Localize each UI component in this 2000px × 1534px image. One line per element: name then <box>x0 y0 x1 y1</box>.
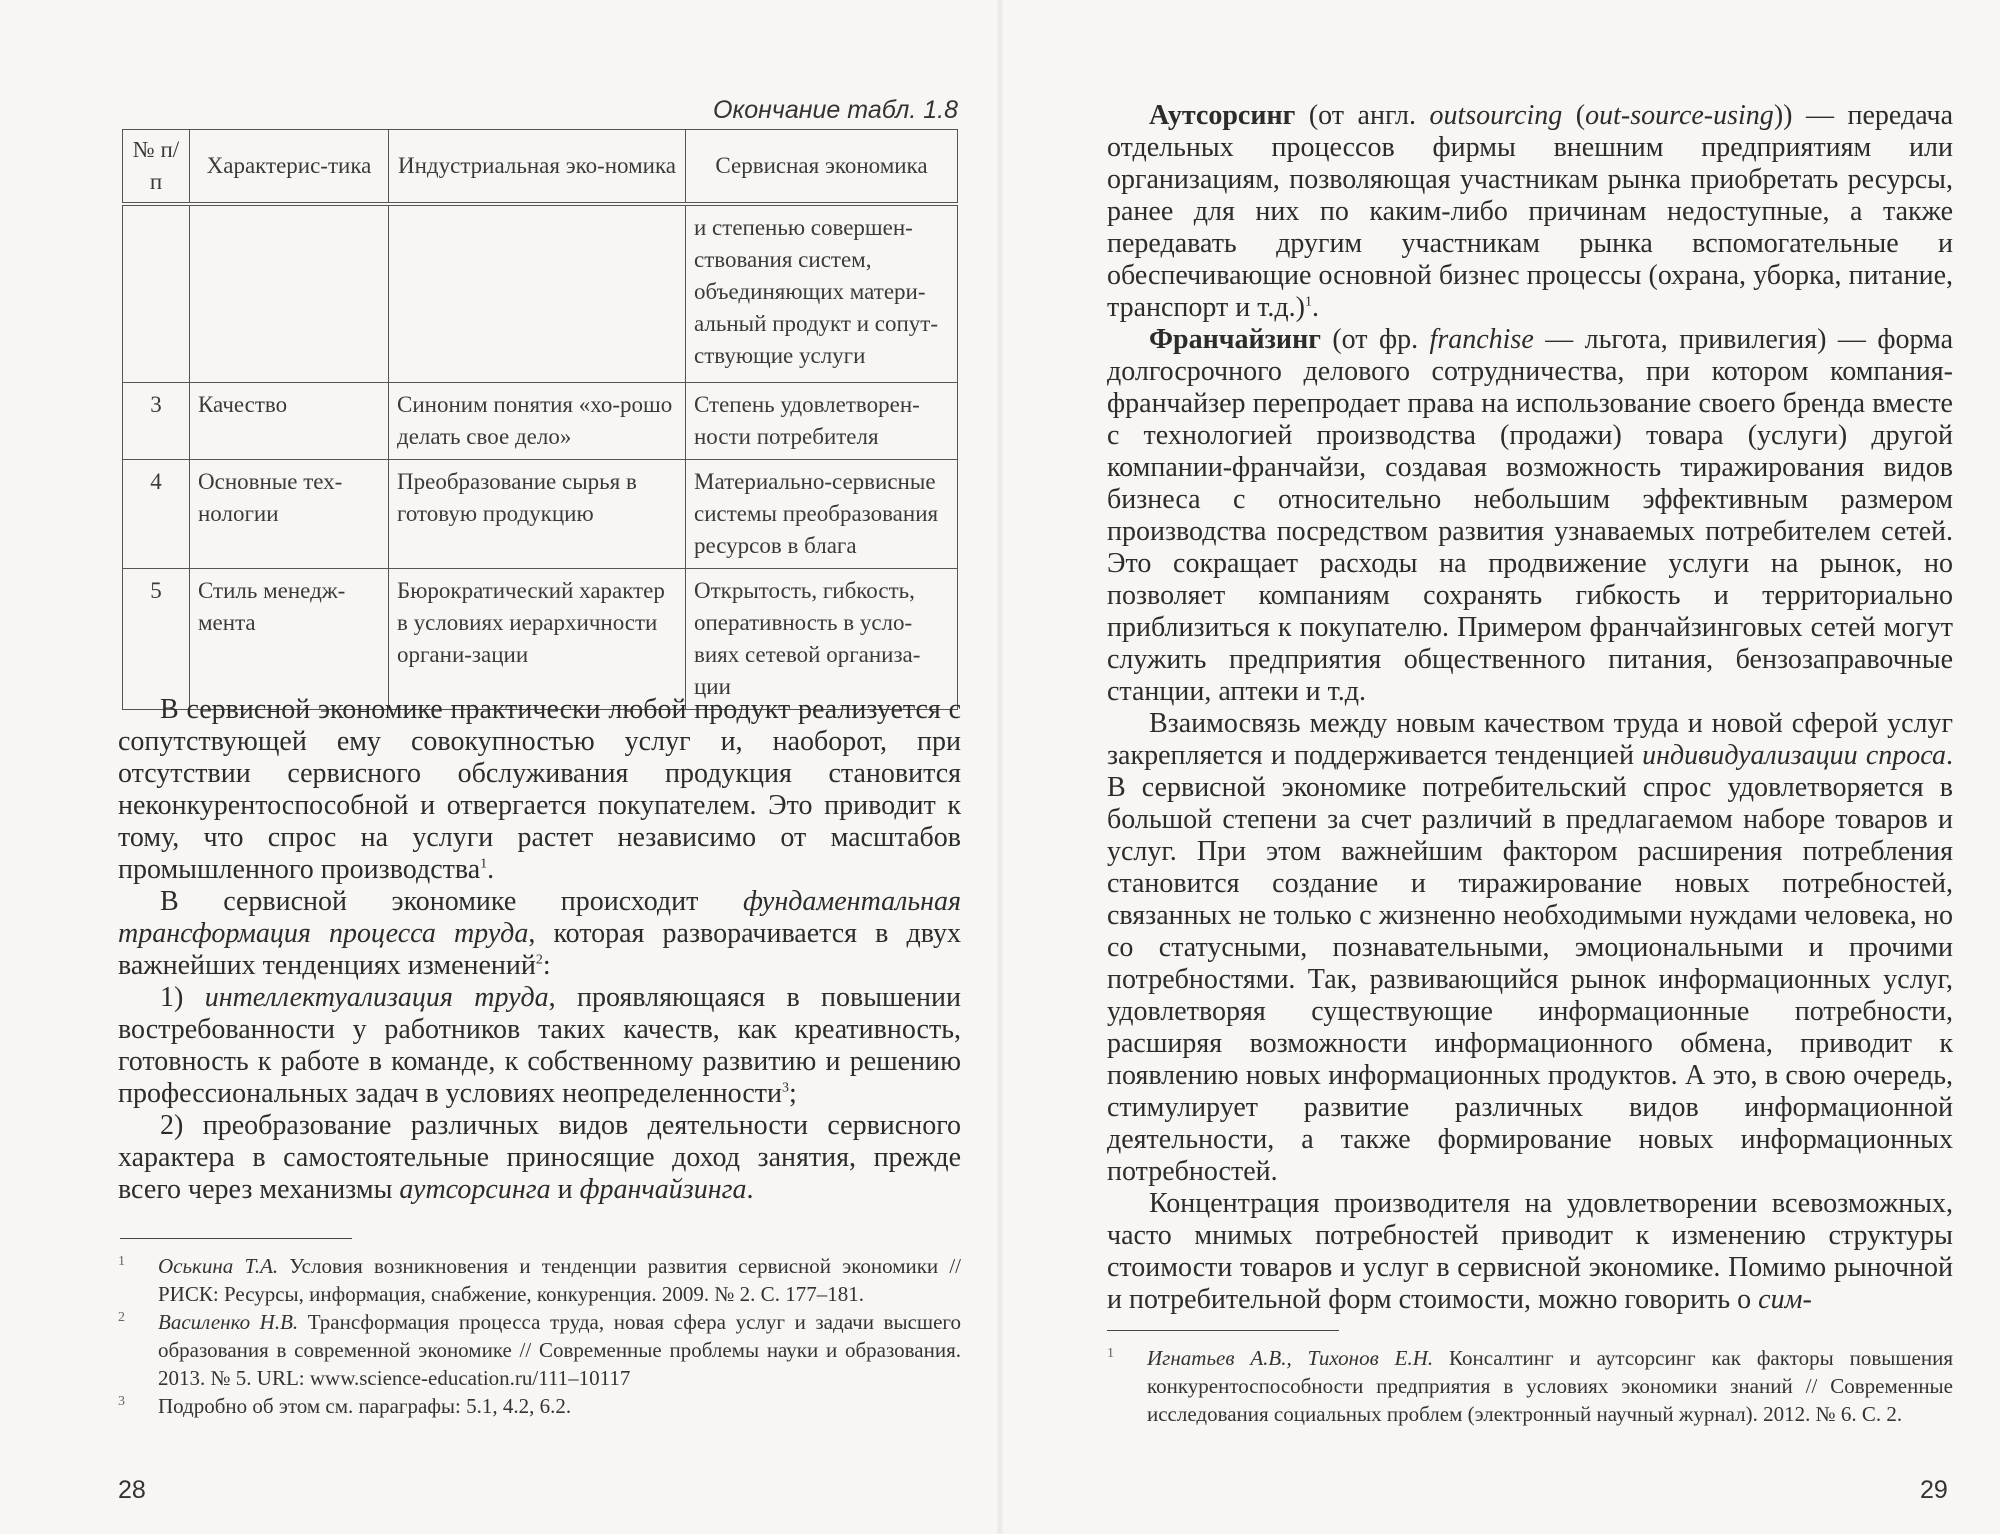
footnote-ref: 1 <box>1304 294 1312 310</box>
footnote <box>118 1392 961 1420</box>
right-body-text <box>1107 100 1953 1316</box>
left-footnotes <box>118 1252 961 1420</box>
footnote-ref: 1 <box>480 856 488 872</box>
footnote-author: Василенко Н.В. <box>158 1310 299 1334</box>
right-footnotes <box>1107 1344 1953 1428</box>
cell-industrial <box>389 204 686 382</box>
cell-characteristic <box>190 204 389 382</box>
list-item: 1) интеллектуализация труда, проявляющаяся в повышении востребованности у работников таких качеств, как креативность, готовность к работе в команде, к собственному развитию и решению профессиональных задач в условиях неопределенности$^3$; <box>118 982 961 1109</box>
footnote <box>118 1308 961 1392</box>
footnote-author: Оськина Т.А. <box>158 1254 279 1278</box>
emphasis: фундаментальная трансформация процесса труда <box>118 886 961 949</box>
page-number: 28 <box>118 1476 146 1504</box>
footnote <box>1107 1344 1953 1428</box>
table-row <box>123 382 958 459</box>
table-header-row <box>123 130 958 205</box>
table-caption: Окончание табл. 1.8 <box>713 96 958 124</box>
header-service-economy: Сервисная экономика <box>686 130 958 205</box>
emphasis: аутсорсинга <box>399 1174 551 1205</box>
table-1-8 <box>122 129 958 710</box>
cell-number: 3 <box>123 382 190 459</box>
cell-service: и степенью совершен-ствования систем, объединяющих матери-альный продукт и сопут-ствующие услуги <box>686 204 958 382</box>
paragraph: В сервисной экономике практически любой продукт реализуется с сопутствующей ему совокупностью услуг и, наоборот, при отсутствии сервисного обслуживания продукция становится неконкурентоспособной и отвергается покупателем. Это приводит к тому, что спрос на услуги растет независимо от масштабов промышленного производства$^1$. <box>118 694 961 885</box>
emphasis: outsourcing <box>1429 100 1563 131</box>
emphasis: franchise <box>1429 324 1534 355</box>
footnote-text: Условия возникновения и тенденции развития сервисной экономики // РИСК: Ресурсы, информация, снабжение, конкуренция. 2009. № 2. С. 177–181. <box>158 1254 962 1306</box>
cell-industrial: Синоним понятия «хо-рошо делать свое дело» <box>389 382 686 459</box>
cell-service: Открытость, гибкость, оперативность в усло-виях сетевой организа-ции <box>686 568 958 709</box>
cell-industrial: Бюрократический характер в условиях иерархичности органи-зации <box>389 568 686 709</box>
footnote-text: Трансформация процесса труда, новая сфера услуг и задачи высшего образования в современной экономике // Современные проблемы науки и образования. 2013. № 5. URL: www.science-education.ru/111–10117 <box>158 1310 961 1390</box>
cell-characteristic: Стиль менедж-мента <box>190 568 389 709</box>
footnote-divider <box>1107 1330 1339 1331</box>
emphasis: франчайзинга <box>579 1174 747 1205</box>
footnote-text: Подробно об этом см. параграфы: 5.1, 4.2, 6.2. <box>158 1394 572 1418</box>
footnote-number: 2 <box>118 1310 125 1325</box>
page-number: 29 <box>1920 1476 1948 1504</box>
left-body-text <box>118 694 961 1206</box>
cell-number: 5 <box>123 568 190 709</box>
paragraph: В сервисной экономике происходит фундаментальная трансформация процесса труда, которая разворачивается в двух важнейших тенденциях изменений$^2$: <box>118 886 961 981</box>
footnote-ref: 2 <box>535 952 543 968</box>
footnote-number: 1 <box>1107 1346 1114 1361</box>
table-row <box>123 568 958 709</box>
emphasis: индивидуализации спроса <box>1642 740 1946 771</box>
cell-service: Степень удовлетворен-ности потребителя <box>686 382 958 459</box>
cell-characteristic: Основные тех-нологии <box>190 459 389 568</box>
table-row <box>123 459 958 568</box>
cell-characteristic: Качество <box>190 382 389 459</box>
header-industrial-economy: Индустриальная эко-номика <box>389 130 686 205</box>
emphasis: сим- <box>1758 1284 1812 1315</box>
footnote-ref: 3 <box>781 1080 789 1096</box>
header-characteristic: Характерис-тика <box>190 130 389 205</box>
header-number: № п/п <box>123 130 190 205</box>
cell-industrial: Преобразование сырья в готовую продукцию <box>389 459 686 568</box>
list-item: 2) преобразование различных видов деятельности сервисного характера в самостоятельные приносящие доход занятия, прежде всего через механизмы аутсорсинга и франчайзинга. <box>118 1110 961 1205</box>
term: Аутсорсинг <box>1149 100 1296 131</box>
cell-service: Материально-сервисные системы преобразования ресурсов в блага <box>686 459 958 568</box>
term: Франчайзинг <box>1149 324 1321 355</box>
paragraph: Взаимосвязь между новым качеством труда и новой сферой услуг закрепляется и поддерживается тенденцией индивидуализации спроса. В сервисной экономике потребительский спрос удовлетворяется в большой степени за счет различий в предлагаемом наборе товаров и услуг. При этом важнейшим фактором расширения потребления становится создание и тиражирование новых потребностей, связанных не только с жизненно необходимыми нуждами человека, но со статусными, познавательными, эмоциональными и прочими потребностями. Так, развивающийся рынок информационных услуг, удовлетворяя существующие информационные потребности, расширяя возможности информационного обмена, приводит к появлению новых информационных продуктов. А это, в свою очередь, стимулирует развитие различных видов информационной деятельности, а также формирование новых информационных потребностей. <box>1107 708 1953 1187</box>
table-row <box>123 204 958 382</box>
footnote-number: 1 <box>118 1254 125 1269</box>
paragraph: Франчайзинг (от фр. franchise — льгота, привилегия) — форма долгосрочного делового сотрудничества, при котором компания-франчайзер перепродает права на использование своего бренда вместе с технологией производства (продажи) товара (услуги) другой компании-франчайзи, создавая возможность тиражирования видов бизнеса с относительно небольшим эффективным размером производства посредством развития узнаваемых потребителем сетей. Это сокращает расходы на продвижение услуги на рынок, но позволяет компаниям сохранять гибкость и территориально приблизиться к покупателю. Примером франчайзинговых сетей могут служить предприятия общественного питания, бензозаправочные станции, аптеки и т.д. <box>1107 324 1953 707</box>
footnote-text: Консалтинг и аутсорсинг как факторы повышения конкурентоспособности предприятия в условиях экономики знаний // Современные исследования социальных проблем (электронный научный журнал). 2012. № 6. С. 2. <box>1147 1346 1953 1426</box>
cell-number <box>123 204 190 382</box>
emphasis: интеллектуализация труда <box>204 982 549 1013</box>
cell-number: 4 <box>123 459 190 568</box>
emphasis: out-source-using <box>1585 100 1774 131</box>
paragraph: Концентрация производителя на удовлетворении всевозможных, часто мнимых потребностей приводит к изменению структуры стоимости товаров и услуг в сервисной экономике. Помимо рыночной и потребительной форм стоимости, можно говорить о сим- <box>1107 1188 1953 1315</box>
footnote-number: 3 <box>118 1394 125 1409</box>
footnote <box>118 1252 961 1308</box>
footnote-divider <box>120 1238 352 1239</box>
footnote-author: Игнатьев А.В., Тихонов Е.Н. <box>1147 1346 1434 1370</box>
paragraph: Аутсорсинг (от англ. outsourcing (out-source-using)) — передача отдельных процессов фирмы внешним предприятиям или организациям, позволяющая участникам рынка приобретать ресурсы, ранее для них по каким-либо причинам недоступные, а также передавать другим участникам рынка вспомогательные и обеспечивающие основной бизнес процессы (охрана, уборка, питание, транспорт и т.д.)$^1$. <box>1107 100 1954 323</box>
